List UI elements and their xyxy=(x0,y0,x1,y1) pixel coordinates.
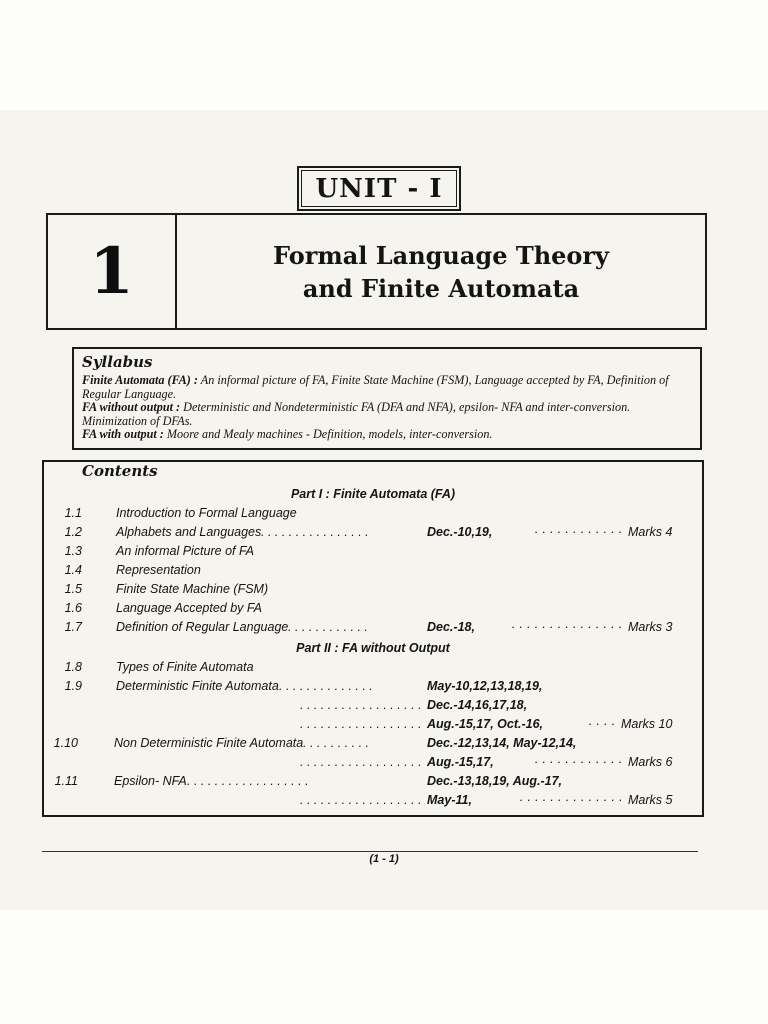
exam-dates: Aug.-15,17, xyxy=(427,755,494,769)
contents-row-number: 1.6 xyxy=(64,601,82,615)
contents-row-title: Non Deterministic Finite Automata xyxy=(114,736,304,750)
contents-row-number: 1.8 xyxy=(64,660,82,674)
contents-row xyxy=(44,601,702,620)
contents-row-title: Language Accepted by FA xyxy=(116,601,262,615)
contents-row-number: 1.2 xyxy=(64,525,82,539)
syllabus-text xyxy=(82,374,692,442)
syllabus-box xyxy=(72,347,702,450)
unit-label: UNIT - I xyxy=(297,166,461,211)
leader-dots: . . . . . . . . . . . . . . . . . . xyxy=(300,793,422,807)
leader-dots: . . . . . . . . . . . . . . . . . . xyxy=(300,717,422,731)
syllabus-line xyxy=(82,428,692,442)
chapter-header xyxy=(46,213,707,330)
exam-dates: May-10,12,13,18,19, xyxy=(427,679,543,693)
leader-dots: . . . . . . . . . . . . . . . . . . xyxy=(187,774,309,788)
contents-row xyxy=(44,506,702,525)
leader-dots: · · · · · · · · · · · · · · · xyxy=(511,620,623,634)
contents-row xyxy=(44,717,702,736)
marks-label: Marks 3 xyxy=(628,620,673,634)
syllabus-lead: Finite Automata (FA) : xyxy=(82,373,198,387)
syllabus-line xyxy=(82,401,692,428)
syllabus-body: Deterministic and Nondeterministic FA (DFA and NFA), epsilon- NFA and inter-conversion. Minimization of DFAs. xyxy=(82,400,631,428)
leader-dots: . . . . . . . . . . xyxy=(303,736,369,750)
exam-dates: Dec.-14,16,17,18, xyxy=(427,698,528,712)
contents-row xyxy=(44,563,702,582)
contents-heading: Contents xyxy=(82,462,158,480)
marks-label: Marks 5 xyxy=(628,793,673,807)
contents-row-title: Alphabets and Languages xyxy=(116,525,262,539)
contents-row xyxy=(44,544,702,563)
page-number: (1 - 1) xyxy=(369,853,399,865)
syllabus-lead: FA without output : xyxy=(82,400,181,415)
exam-dates: Dec.-18, xyxy=(427,620,475,634)
leader-dots: . . . . . . . . . . . . . . . . . . xyxy=(300,755,422,769)
chapter-title-line1: Formal Language Theory xyxy=(272,240,610,270)
leader-dots: · · · · · · · · · · · · xyxy=(534,525,623,539)
exam-dates: Dec.-10,19, xyxy=(427,525,493,539)
leader-dots: · · · · xyxy=(588,717,616,731)
contents-row xyxy=(44,582,702,601)
contents-row xyxy=(44,660,702,679)
contents-row-title: Representation xyxy=(116,563,201,577)
contents-row-title: Deterministic Finite Automata xyxy=(116,679,279,693)
contents-row-number: 1.7 xyxy=(64,620,82,634)
contents-row-number: 1.5 xyxy=(64,582,82,596)
contents-row-number: 1.4 xyxy=(64,563,82,577)
exam-dates: Dec.-13,18,19, Aug.-17, xyxy=(427,774,563,788)
contents-row xyxy=(44,525,702,544)
contents-row xyxy=(44,698,702,717)
contents-row-number: 1.10 xyxy=(53,736,78,750)
contents-row-title: Epsilon- NFA xyxy=(114,774,187,788)
contents-row xyxy=(44,774,702,793)
contents-row xyxy=(44,793,702,812)
syllabus-heading: Syllabus xyxy=(82,353,153,371)
exam-dates: Aug.-15,17, Oct.-16, xyxy=(427,717,544,731)
contents-row-title: An informal Picture of FA xyxy=(116,544,255,558)
contents-row xyxy=(44,736,702,755)
exam-dates: May-11, xyxy=(427,793,472,807)
contents-row-number: 1.11 xyxy=(54,774,78,788)
exam-dates: Dec.-12,13,14, May-12,14, xyxy=(427,736,577,750)
marks-label: Marks 10 xyxy=(621,717,673,731)
contents-row-title: Types of Finite Automata xyxy=(116,660,254,674)
contents-row-number: 1.3 xyxy=(64,544,82,558)
contents-row-title: Finite State Machine (FSM) xyxy=(116,582,269,596)
contents-row-title: Introduction to Formal Language xyxy=(116,506,297,520)
syllabus-body: An informal picture of FA, Finite State Machine (FSM), Language accepted by FA, Definition of Regular Language. xyxy=(82,373,669,401)
contents-row xyxy=(44,679,702,698)
leader-dots: · · · · · · · · · · · · · · xyxy=(519,793,623,807)
chapter-title-line2: and Finite Automata xyxy=(302,273,580,303)
syllabus-line xyxy=(82,374,692,401)
contents-row-title: Definition of Regular Language xyxy=(116,620,289,634)
leader-dots: . . . . . . . . . . . . . . . . . . xyxy=(300,698,422,712)
syllabus-body: Moore and Mealy machines - Definition, models, inter-conversion. xyxy=(163,427,493,442)
contents-row xyxy=(44,620,702,639)
part-heading: Part I : Finite Automata (FA) xyxy=(290,487,456,501)
leader-dots: . . . . . . . . . . . . . . . . xyxy=(261,525,369,539)
contents-row-number: 1.1 xyxy=(64,506,82,520)
leader-dots: · · · · · · · · · · · · xyxy=(534,755,623,769)
syllabus-lead: FA with output : xyxy=(82,427,164,442)
contents-row-number: 1.9 xyxy=(64,679,82,693)
chapter-number: 1 xyxy=(48,215,177,328)
footer-rule xyxy=(42,851,698,852)
chapter-title xyxy=(177,215,705,328)
marks-label: Marks 6 xyxy=(628,755,673,769)
contents-row xyxy=(44,755,702,774)
marks-label: Marks 4 xyxy=(628,525,673,539)
part-heading: Part II : FA without Output xyxy=(296,641,450,655)
contents-box xyxy=(42,460,704,817)
leader-dots: . . . . . . . . . . . . xyxy=(288,620,368,634)
leader-dots: . . . . . . . . . . . . . . xyxy=(279,679,373,693)
